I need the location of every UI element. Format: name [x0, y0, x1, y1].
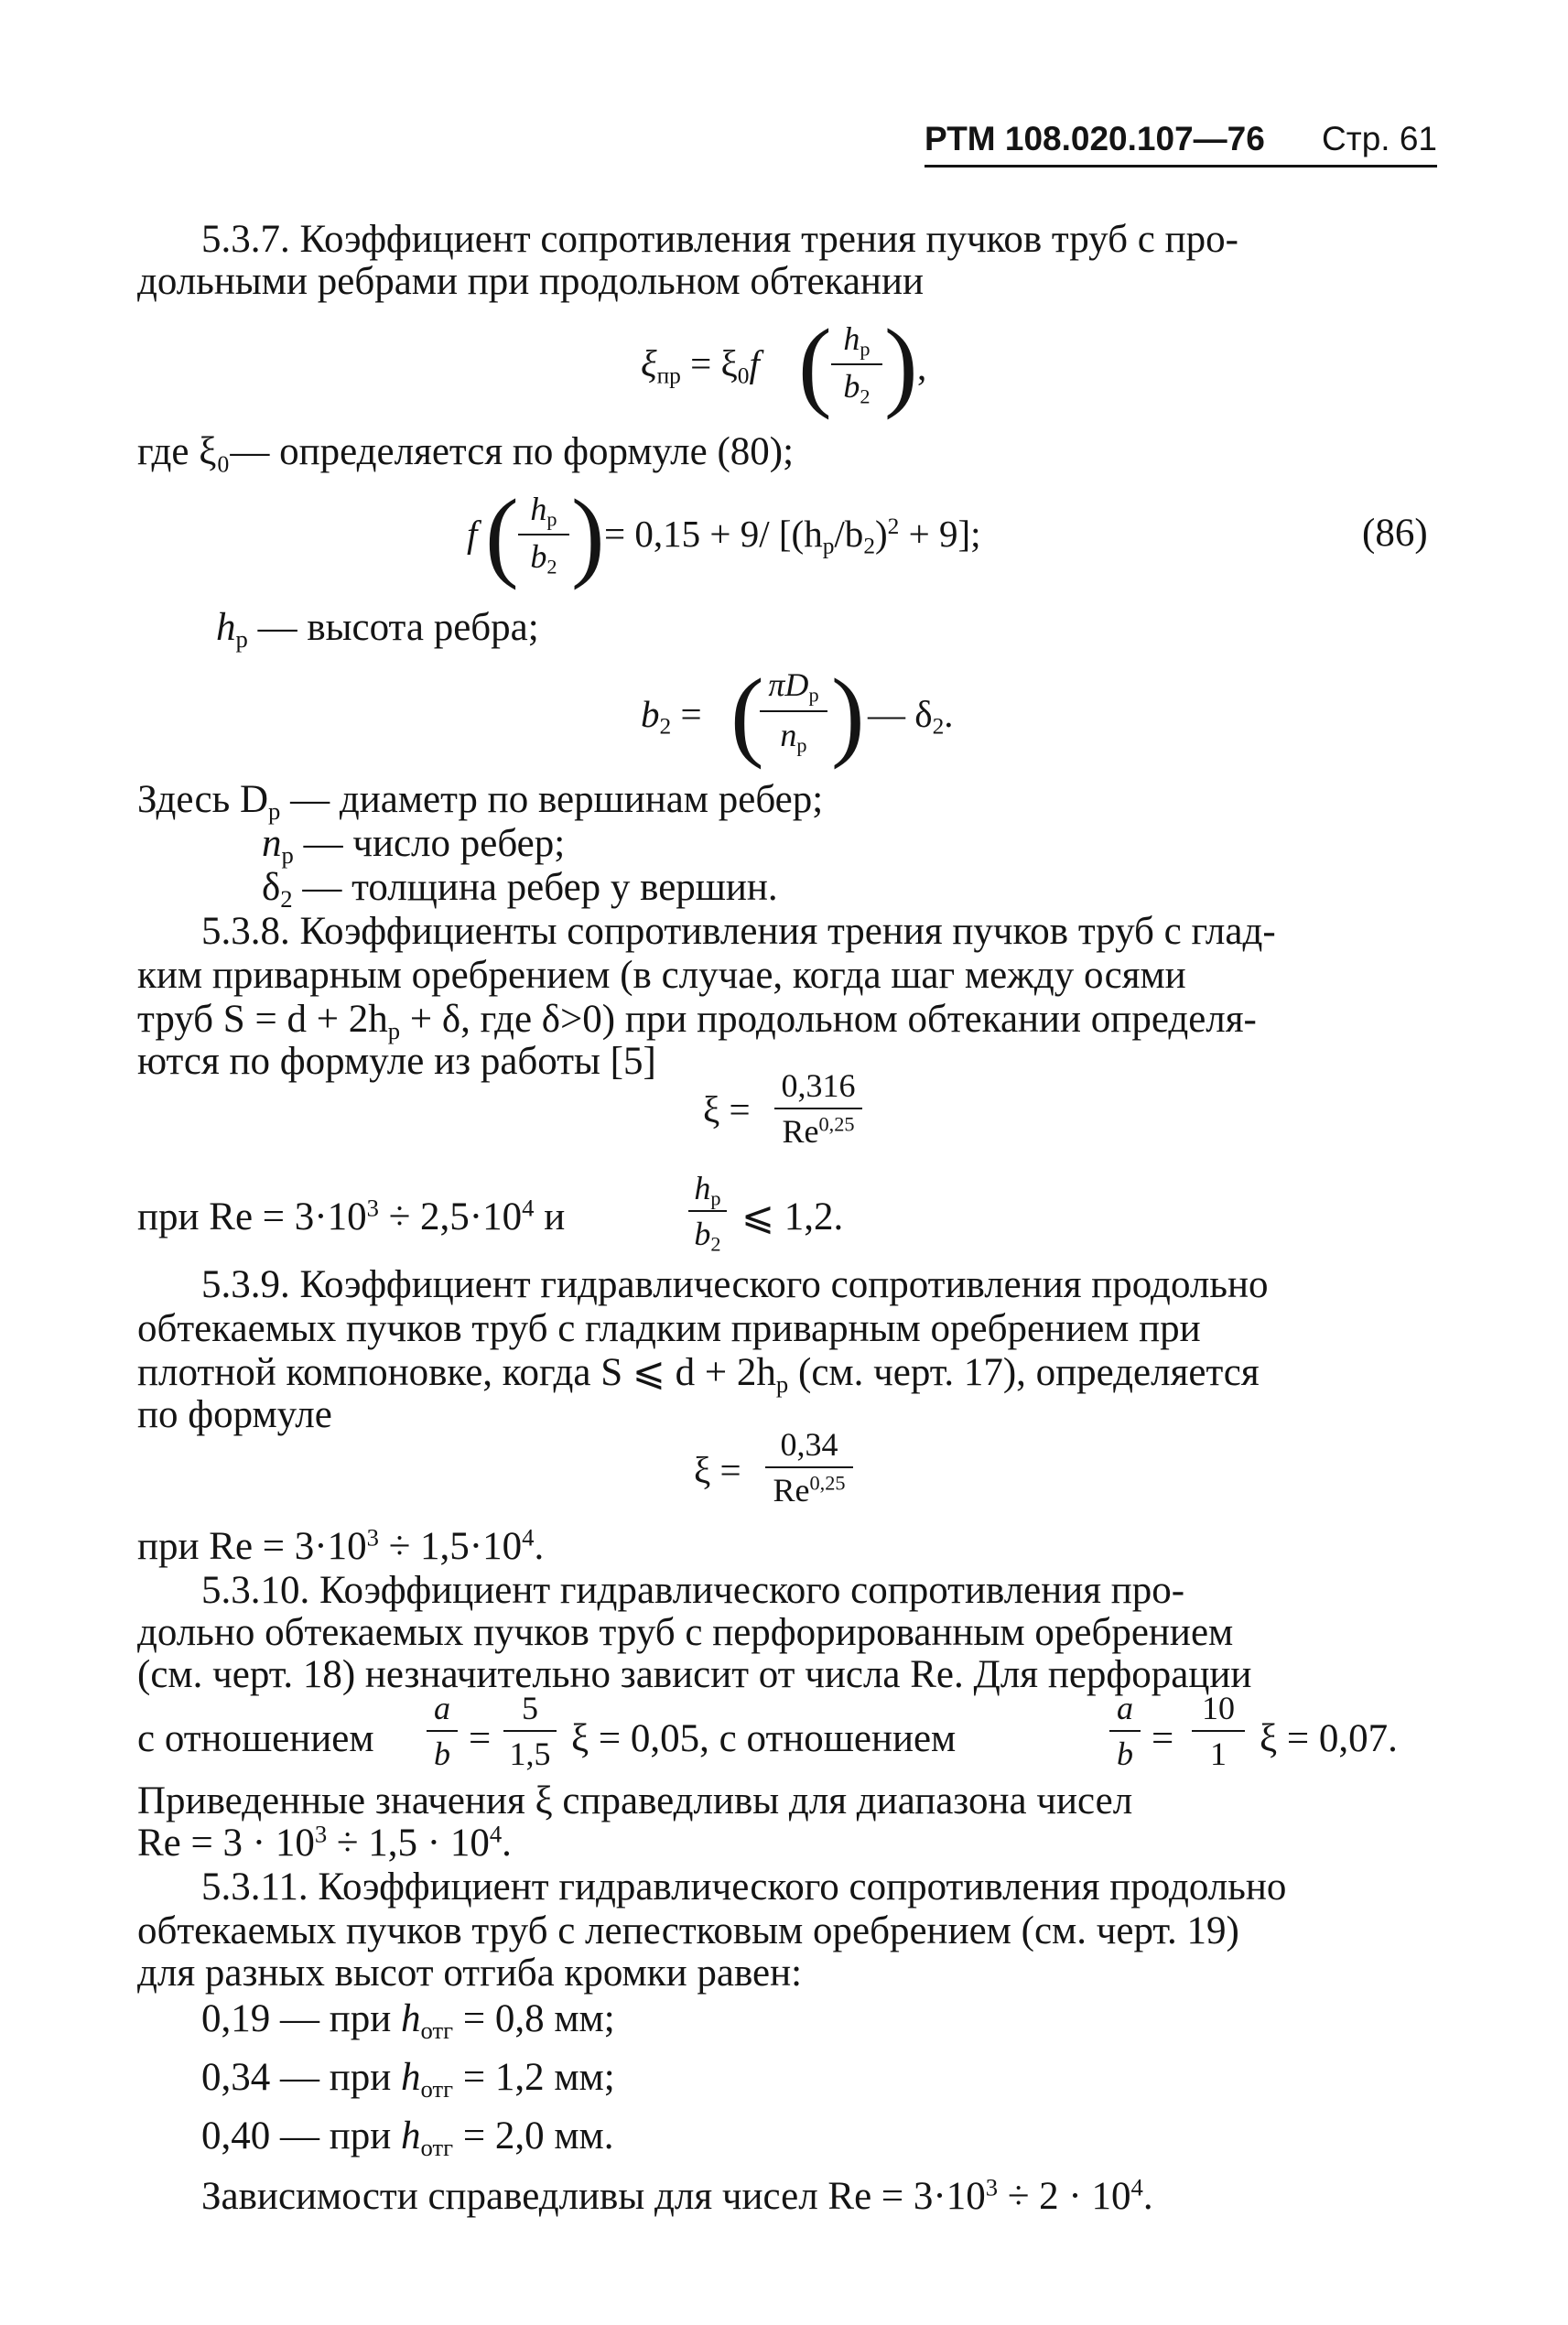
- s5310-line3: (см. черт. 18) незначительно зависит от числа Re. Для перфорации: [137, 1653, 1252, 1696]
- s537-line2: дольными ребрами при продольном обтекании: [137, 260, 924, 303]
- left-paren: (: [798, 308, 832, 420]
- s539-line1: 5.3.9. Коэффициент гидравлического сопротивления продольно: [201, 1263, 1269, 1306]
- def-delta2: $\delta_2$ — толщина ребер у вершин.: [262, 866, 778, 913]
- right-paren: ): [884, 308, 918, 420]
- s539-line3: плотной компоновке, когда S ⩽ $d + 2h_р$ (см. черт. 17), определяется: [137, 1351, 1260, 1398]
- s537-line1: 5.3.7. Коэффициент сопротивления трения пучков труб с про-: [201, 218, 1238, 261]
- equation-number: (86): [1362, 512, 1428, 555]
- hp-definition: $h_р$ — высота ребра;: [216, 606, 539, 653]
- page-number: Стр. 61: [1322, 120, 1437, 157]
- s539-line4: по формуле: [137, 1393, 332, 1436]
- s5311-item1: 0,19 — при $h_{отг} = 0,8$ мм;: [201, 1997, 615, 2044]
- s5311-line2: обтекаемых пучков труб с лепестковым оребрением (см. черт. 19): [137, 1909, 1239, 1952]
- s539-condition: при $Re = 3\cdot 10^3 \div 1,5\cdot 10^4$.: [137, 1523, 545, 1568]
- s538-line3: труб $S = d + 2h_р + \delta$, где δ>0) при продольном обтекании определя-: [137, 998, 1257, 1044]
- s5311-final: Зависимости справедливы для чисел $Re = 3\cdot 10^3 \div 2 \cdot 10^4$.: [201, 2173, 1153, 2218]
- s5311-item2: 0,34 — при $h_{отг} = 1,2$ мм;: [201, 2056, 615, 2103]
- document-page: РТМ 108.020.107—76 Стр. 61 5.3.7. Коэффициент сопротивления трения пучков труб с про- дольными ребрами при продольном обтекании $\xi_{пр} = \xi_0f$ ( $h_р$ $b_2$ ) , где ξ₀— определяется по формуле (80); f ( $h_р$ $b_2$ ) = 0,15 + 9/ $[(h_р/b_2)^2 + 9]$; (86) $h_р$ — высота ребра; $b_2$ = ( $\pi D_р$ $n_р$ ) — $\delta_2$. Здесь $D_р$ — диаметр по вершинам ребер; $n_р$ — число ребер; $\delta_2$ — толщина ребер у вершин. 5.3.8. Коэффициенты сопротивления трения пучков труб с глад- ким приварным оребрением (в случае, когда шаг между осями труб $S = d + 2h_р + \delta$, где δ>0) при продольном обтекании определя- ются по формуле из работы [5] ξ = 0,316 Re$^{0,25}$ при $Re = 3\cdot 10^3 \div 2,5\cdot 10^4$ и $h_р$ $b_2$ ⩽ 1,2. 5.3.9. Коэффициент гидравлического сопротивления продольно обтекаемых пучков труб с гладким приварным оребрением при плотной компоновке, когда S ⩽ $d + 2h_р$ (см. черт. 17), определяется по формуле ξ = 0,34 Re$^{0,25}$ при $Re = 3\cdot 10^3 \div 1,5\cdot 10^4$. 5.3.10. Коэффициент гидравлического сопротивления про- дольно обтекаемых пучков труб с перфорированным оребрением (см. черт. 18) незначительно зависит от числа Re. Для перфорации с отношением a b = 5 1,5 ξ = 0,05, с отношением a b = 10 1 ξ = 0,07. Приведенные значения ξ справедливы для диапазона чисел $Re = 3 \cdot 10^3 \div 1,5 \cdot 10^4$. 5.3.11. Коэффициент гидравлического сопротивления продольно обтекаемых пучков труб с лепестковым оребрением (см. черт. 19) для разных высот отгиба кромки равен: 0,19 — при $h_{отг} = 0,8$ мм; 0,34 — при $h_{отг} = 1,2$ мм; 0,40 — при $h_{отг} = 2,0$ мм. Зависимости справедливы для чисел $Re = 3\cdot 10^3 \div 2 \cdot 10^4$.: [0, 0, 1568, 2325]
- s538-line4: ются по формуле из работы [5]: [137, 1040, 656, 1083]
- s5311-item3: 0,40 — при $h_{отг} = 2,0$ мм.: [201, 2114, 614, 2161]
- def-dp: Здесь $D_р$ — диаметр по вершинам ребер;: [137, 778, 824, 825]
- s5310-line6: $Re = 3 \cdot 10^3 \div 1,5 \cdot 10^4$.: [137, 1820, 512, 1865]
- s5311-line3: для разных высот отгиба кромки равен:: [137, 1952, 803, 1995]
- s5310-line5: Приведенные значения ξ справедливы для диапазона чисел: [137, 1779, 1133, 1822]
- def-np: $n_р$ — число ребер;: [262, 822, 566, 869]
- s538-line2: ким приварным оребрением (в случае, когда шаг между осями: [137, 954, 1186, 997]
- s539-line2: обтекаемых пучков труб с гладким приварным оребрением при: [137, 1307, 1201, 1350]
- s5310-line2: дольно обтекаемых пучков труб с перфорированным оребрением: [137, 1611, 1234, 1654]
- s5311-line1: 5.3.11. Коэффициент гидравлического сопротивления продольно: [201, 1865, 1287, 1909]
- s5310-line1: 5.3.10. Коэффициент гидравлического сопротивления про-: [201, 1569, 1185, 1612]
- fraction-bar: [831, 363, 882, 365]
- where-xi0-line: где ξ₀— определяется по формуле (80);: [137, 430, 795, 473]
- document-code: РТМ 108.020.107—76: [925, 120, 1265, 157]
- s538-line1: 5.3.8. Коэффициенты сопротивления трения пучков труб с глад-: [201, 910, 1276, 953]
- running-header: [925, 117, 1437, 168]
